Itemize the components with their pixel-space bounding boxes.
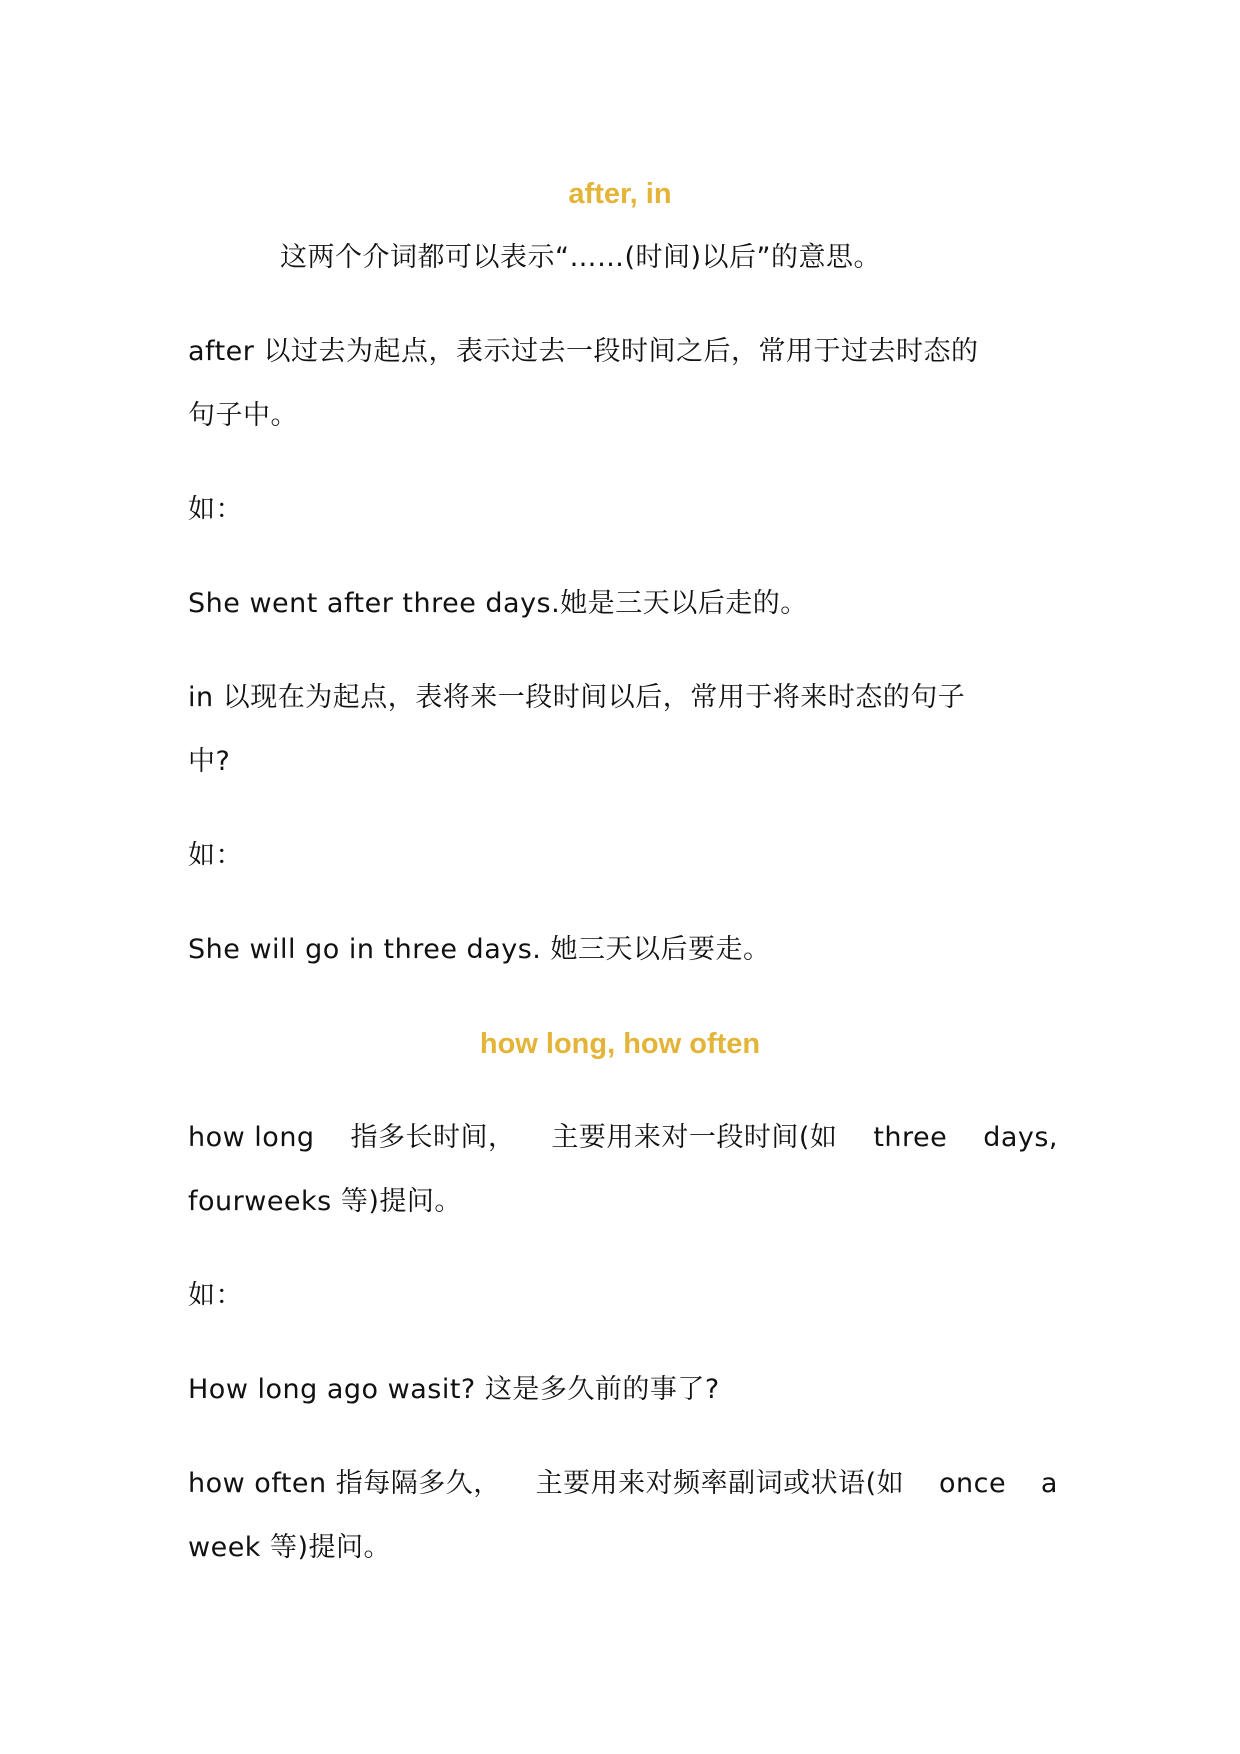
text-segment: 指多长时间， <box>350 1122 516 1153</box>
example-sentence-after: She went after three days.她是三天以后走的。 <box>188 588 808 619</box>
text-segment: once <box>938 1468 1007 1499</box>
example-label: 如： <box>188 840 243 871</box>
section-heading-after-in: after, in <box>568 178 672 210</box>
text-segment: how long <box>188 1122 315 1153</box>
text-segment: 主要用来对频率副词或状语(如 <box>535 1468 905 1499</box>
how-often-description-line-1 <box>188 1464 1058 1504</box>
how-often-description-line-2: week 等)提问。 <box>188 1532 392 1563</box>
text-segment: three <box>873 1122 948 1153</box>
text-segment: 主要用来对一段时间(如 <box>551 1122 838 1153</box>
section-heading-how-long-how-often: how long, how often <box>479 1028 761 1060</box>
in-description-line-2: 中? <box>188 746 231 777</box>
how-long-description-line-1 <box>188 1118 1058 1158</box>
how-long-description-line-2: fourweeks 等)提问。 <box>188 1186 462 1217</box>
example-label: 如： <box>188 1280 243 1311</box>
in-description-line-1: in 以现在为起点，表将来一段时间以后，常用于将来时态的句子 <box>188 682 966 713</box>
text-segment: how often 指每隔多久， <box>188 1468 501 1499</box>
example-sentence-in: She will go in three days. 她三天以后要走。 <box>188 934 771 965</box>
text-segment: days, <box>983 1122 1058 1153</box>
intro-paragraph: 这两个介词都可以表示“……(时间)以后”的意思。 <box>280 242 882 273</box>
text-segment: a <box>1040 1468 1058 1499</box>
example-sentence-how-long: How long ago wasit? 这是多久前的事了? <box>188 1374 720 1405</box>
after-description-line-1: after 以过去为起点，表示过去一段时间之后，常用于过去时态的 <box>188 336 979 367</box>
example-label: 如： <box>188 494 243 525</box>
after-description-line-2: 句子中。 <box>188 400 298 431</box>
